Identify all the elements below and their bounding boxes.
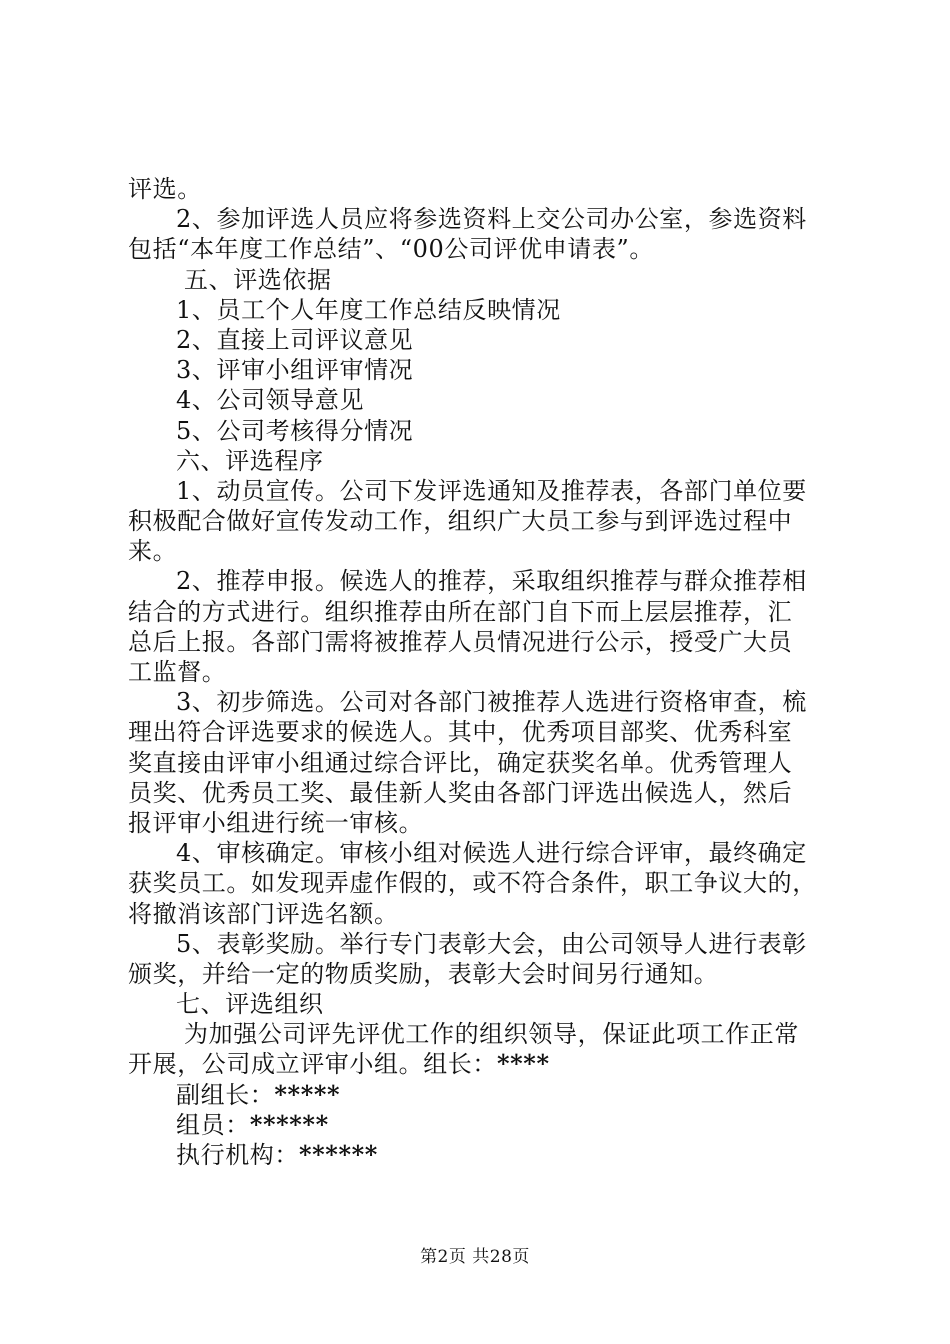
page-footer: 第2页 共28页 [420,1247,530,1267]
text-line: 5、表彰奖励。举行专门表彰大会，由公司领导人进行表彰 [176,929,807,958]
deputy-value: ***** [274,1079,341,1109]
text-line: 理出符合评选要求的候选人。其中，优秀项目部奖、优秀科室 [128,718,793,747]
text-line: 1、动员宣传。公司下发评选通知及推荐表，各部门单位要 [176,476,807,505]
text-line: 总后上报。各部门需将被推荐人员情况进行公示，授受广大员 [128,627,793,656]
text-line: 结合的方式进行。组织推荐由所在部门自下而上层层推荐，汇 [128,597,793,626]
document-body [128,174,833,1170]
section-heading: 六、评选程序 [176,446,324,475]
text-line: 2、参加评选人员应将参选资料上交公司办公室，参选资料 [176,205,807,234]
text-line: 将撤消该部门评选名额。 [128,899,399,928]
text-line: 积极配合做好宣传发动工作，组织广大员工参与到评选过程中 [128,507,793,536]
text-line: 报评审小组进行统一审核。 [128,808,424,837]
text-line: 2、推荐申报。候选人的推荐，采取组织推荐与群众推荐相 [176,567,807,596]
text-line: 评选。 [128,175,202,203]
text-line: 工监督。 [128,658,227,686]
members-value: ****** [249,1109,329,1139]
list-item: 3、评审小组评审情况 [176,356,414,385]
text-line: 包括“本年度工作总结”、“00公司评优申请表”。 [128,235,655,264]
list-item: 4、公司领导意见 [176,386,365,415]
text-line: 奖直接由评审小组通过综合评比，确定获奖名单。优秀管理人 [128,748,793,777]
text-line: 颁奖，并给一定的物质奖励，表彰大会时间另行通知。 [128,959,719,988]
text-line: 3、初步筛选。公司对各部门被推荐人选进行资格审查，梳 [176,688,807,717]
members-line [128,1110,833,1140]
leader-value: **** [497,1049,550,1079]
leader-label: 开展，公司成立评审小组。组长： [128,1050,497,1079]
text-line: 获奖员工。如发现弄虚作假的，或不符合条件，职工争议大的， [128,869,817,898]
section-heading: 七、评选组织 [176,990,324,1019]
deputy-label: 副组长： [176,1080,275,1109]
list-item: 1、员工个人年度工作总结反映情况 [176,295,561,324]
deputy-line [128,1080,833,1110]
executive-value: ****** [299,1140,378,1169]
text-line: 为加强公司评先评优工作的组织领导，保证此项工作正常 [184,1020,799,1049]
leader-line [128,1049,833,1079]
members-label: 组员： [176,1110,250,1139]
text-line: 来。 [128,537,178,566]
text-line: 员奖、优秀员工奖、最佳新人奖由各部门评选出候选人，然后 [128,778,793,807]
section-heading: 五、评选依据 [184,265,332,294]
executive-line [128,1140,833,1170]
list-item: 5、公司考核得分情况 [176,416,414,445]
executive-label: 执行机构： [176,1141,299,1169]
text-line: 4、审核确定。审核小组对候选人进行综合评审，最终确定 [176,839,807,868]
list-item: 2、直接上司评议意见 [176,325,414,354]
